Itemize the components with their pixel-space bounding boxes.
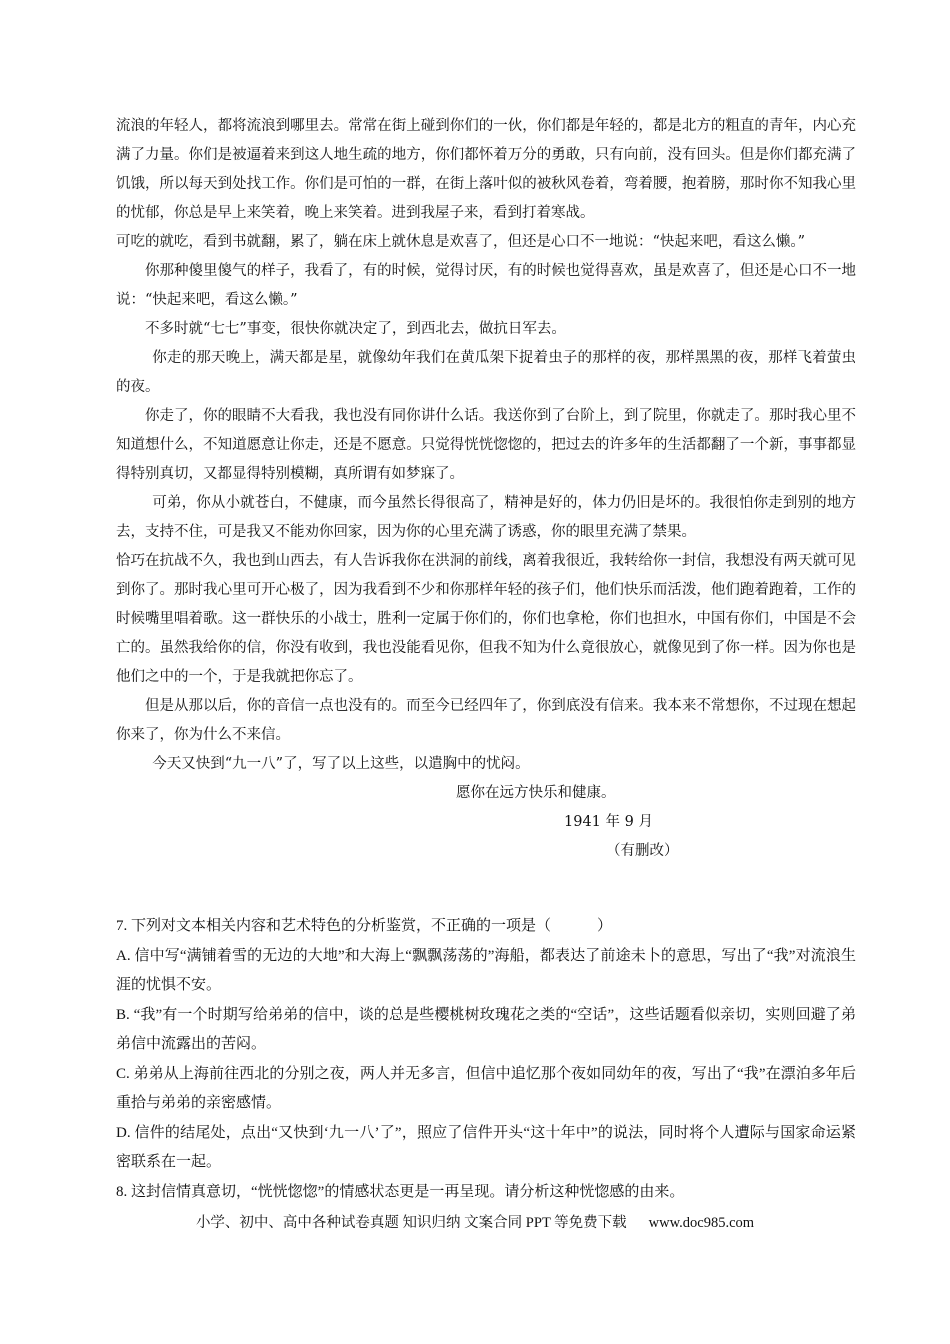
question-7-close: ） [597,918,613,934]
essay-paragraph-6: 你走了，你的眼睛不大看我，我也没有同你讲什么话。我送你到了台阶上，到了院里，你就走了。那时我心里不知道想什么，不知道愿意让你走，还是不愿意。只觉得恍恍惚惚的，把过去的许多年的生活都翻了一个新，事事都显得特别真切，又都显得特别模糊，真所谓有如梦寐了。 [116,408,856,482]
essay-paragraph-4: 不多时就“七七”事变，很快你就决定了，到西北去，做抗日军去。 [145,321,566,337]
footer-url: www.doc985.com [648,1215,755,1231]
questions-section [116,912,856,1207]
footer-text: 小学、初中、高中各种试卷真题 知识归纳 文案合同 PPT 等免费下载 [195,1215,627,1231]
essay-paragraph-10: 今天又快到“九一八”了，写了以上这些，以遣胸中的忧闷。 [152,756,530,772]
question-8: 8. 这封信情真意切，“恍恍惚惚”的情感状态更是一再呈现。请分析这种恍惚感的由来。 [116,1183,685,1200]
essay-paragraph-9: 但是从那以后，你的音信一点也没有的。而至今已经四年了，你到底没有信来。我本来不常想你，不过现在想起你来了，你为什么不来信。 [116,698,856,743]
letter-date: 1941 年 9 月 [564,814,653,830]
question-7 [116,912,856,942]
essay-paragraph-2: 可吃的就吃，看到书就翻，累了，躺在床上就休息是欢喜了，但还是心口不一地说：“快起来吧，看这么懒。” [116,234,806,250]
page-footer [0,1211,950,1232]
option-a: A. 信中写“满铺着雪的无边的大地”和大海上“飘飘荡荡的”海船，都表达了前途未卜的意思，写出了“我”对流浪生涯的忧惧不安。 [116,947,856,993]
essay-paragraph-1: 流浪的年轻人，都将流浪到哪里去。常常在街上碰到你们的一伙，你们都是年轻的，都是北方的粗直的青年，内心充满了力量。你们是被逼着来到这人地生疏的地方，你们都怀着万分的勇敢，只有向前，没有回头。但是你们都充满了饥饿，所以每天到处找工作。你们是可怕的一群，在街上落叶似的被秋风卷着，弯着腰，抱着膀，那时你不知我心里的忧郁，你总是早上来笑着，晚上来笑着。进到我屋子来，看到打着寒战。 [116,118,856,221]
edit-note: （有删改） [606,843,679,859]
essay-paragraph-3: 你那种傻里傻气的样子，我看了，有的时候，觉得讨厌，有的时候也觉得喜欢，虽是欢喜了，但还是心口不一地说：“快起来吧，看这么懒。” [116,263,856,308]
essay-paragraph-7: 可弟，你从小就苍白，不健康，而今虽然长得很高了，精神是好的，体力仍旧是坏的。我很怕你走到别的地方去，支持不住，可是我又不能劝你回家，因为你的心里充满了诱惑，你的眼里充满了禁果。 [116,495,856,540]
essay-paragraph-8: 恰巧在抗战不久，我也到山西去，有人告诉我你在洪洞的前线，离着我很近，我转给你一封信，我想没有两天就可见到你了。那时我心里可开心极了，因为我看到不少和你那样年轻的孩子们，他们快乐而活泼，他们跑着跑着，工作的时候嘴里唱着歌。这一群快乐的小战士，胜利一定属于你们的，你们也拿枪，你们也担水，中国有你们，中国是不会亡的。虽然我给你的信，你没有收到，我也没能看见你，但我不知为什么竟很放心，就像见到了你一样。因为你也是他们之中的一个，于是我就把你忘了。 [116,553,856,685]
option-b: B. “我”有一个时期写给弟弟的信中，谈的总是些樱桃树玫瑰花之类的“空话”，这些话题看似亲切，实则回避了弟弟信中流露出的苦闷。 [116,1006,856,1052]
closing-wish: 愿你在远方快乐和健康。 [456,785,616,801]
essay-paragraph-5: 你走的那天晚上，满天都是星，就像幼年我们在黄瓜架下捉着虫子的那样的夜，那样黑黑的夜，那样飞着萤虫的夜。 [116,350,856,395]
essay-text [116,112,856,866]
question-7-stem: 7. 下列对文本相关内容和艺术特色的分析鉴赏，不正确的一项是（ [116,918,552,934]
option-c: C. 弟弟从上海前往西北的分别之夜，两人并无多言，但信中追忆那个夜如同幼年的夜，写出了“我”在漂泊多年后重拾与弟弟的亲密感情。 [116,1065,856,1111]
option-d: D. 信件的结尾处，点出“又快到‘九一八’了”，照应了信件开头“这十年中”的说法，同时将个人遭际与国家命运紧密联系在一起。 [116,1124,856,1170]
